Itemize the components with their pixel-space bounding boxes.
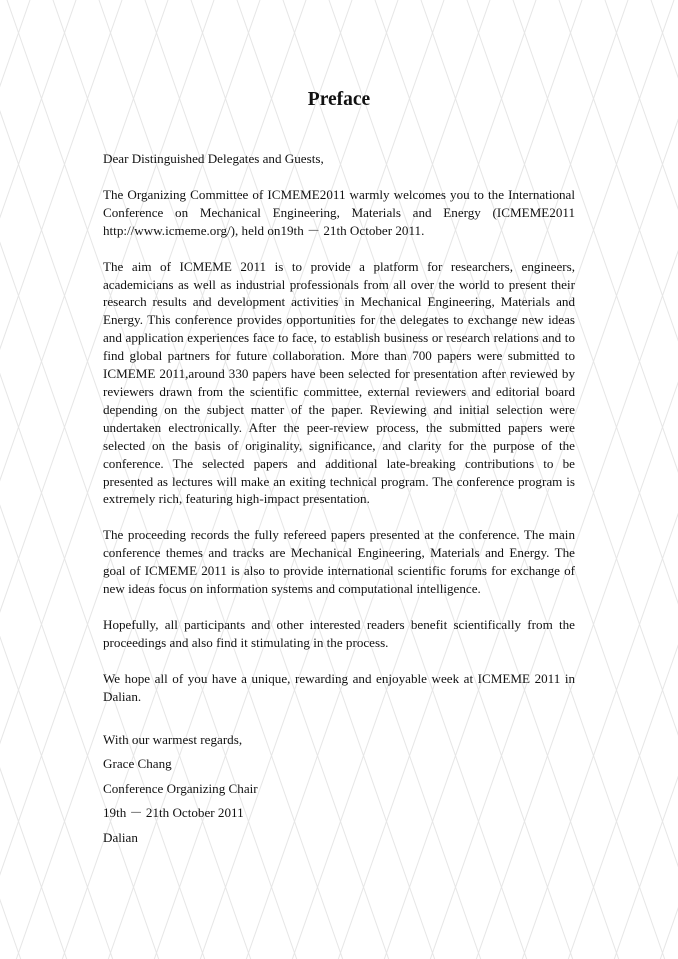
page-title: Preface [307,89,371,110]
paragraph-hopefully: Hopefully, all participants and other interested readers benefit scientifically from the proceedings and also find it stimulating in the process. [103,616,575,650]
paragraph-proceedings: The proceeding records the fully refereed papers presented at the conference. The main conference themes and tracks are Mechanical Engineering, Materials and Energy. The goal of ICMEME 2011 is also to provide international scientific forums for exchange of new ideas focus on information systems and computational intelligence. [103,527,575,597]
paragraph-aim: The aim of ICMEME 2011 is to provide a platform for researchers, engineers, academicians as well as industrial professionals from all over the world to present their research results and development activities in Mechanical Engineering, Materials and Energy. This conference provides opportunities for the delegates to exchange new ideas and application experiences face to face, to establish business or research relations and to find global partners for future collaboration. More than 700 papers were submitted to ICMEME 2011,around 330 papers have been selected for presentation after reviewed by reviewers drawn from the scientific committee, external reviewers and editorial board depending on the subject matter of the paper. Reviewing and initial selection were undertaken electronically. After the peer-review process, the submitted papers were selected on the basis of originality, significance, and clarity for the purpose of the conference. The selected papers and additional late-breaking contributions to be presented as lectures will make an exiting technical program. The conference program is extremely rich, featuring high-impact presentation. [103,258,575,507]
closing-block [103,728,575,851]
signatory-role: Conference Organizing Chair [103,780,258,796]
paragraph-hope: We hope all of you have a unique, rewarding and enjoyable week at ICMEME 2011 in Dalian. [103,670,575,704]
salutation: Dear Distinguished Delegates and Guests, [103,151,324,166]
closing-place: Dalian [103,829,138,845]
paragraph-welcome: The Organizing Committee of ICMEME2011 warmly welcomes you to the International Conference on Mechanical Engineering, Materials and Energy (ICMEME2011 http://www.icmeme.org/), held on19th － 21th October 2011. [103,186,575,238]
closing-regards: With our warmest regards, [103,731,243,747]
document-body [103,88,575,850]
closing-date: 19th － 21th October 2011 [103,805,244,821]
signatory-name: Grace Chang [103,756,172,772]
